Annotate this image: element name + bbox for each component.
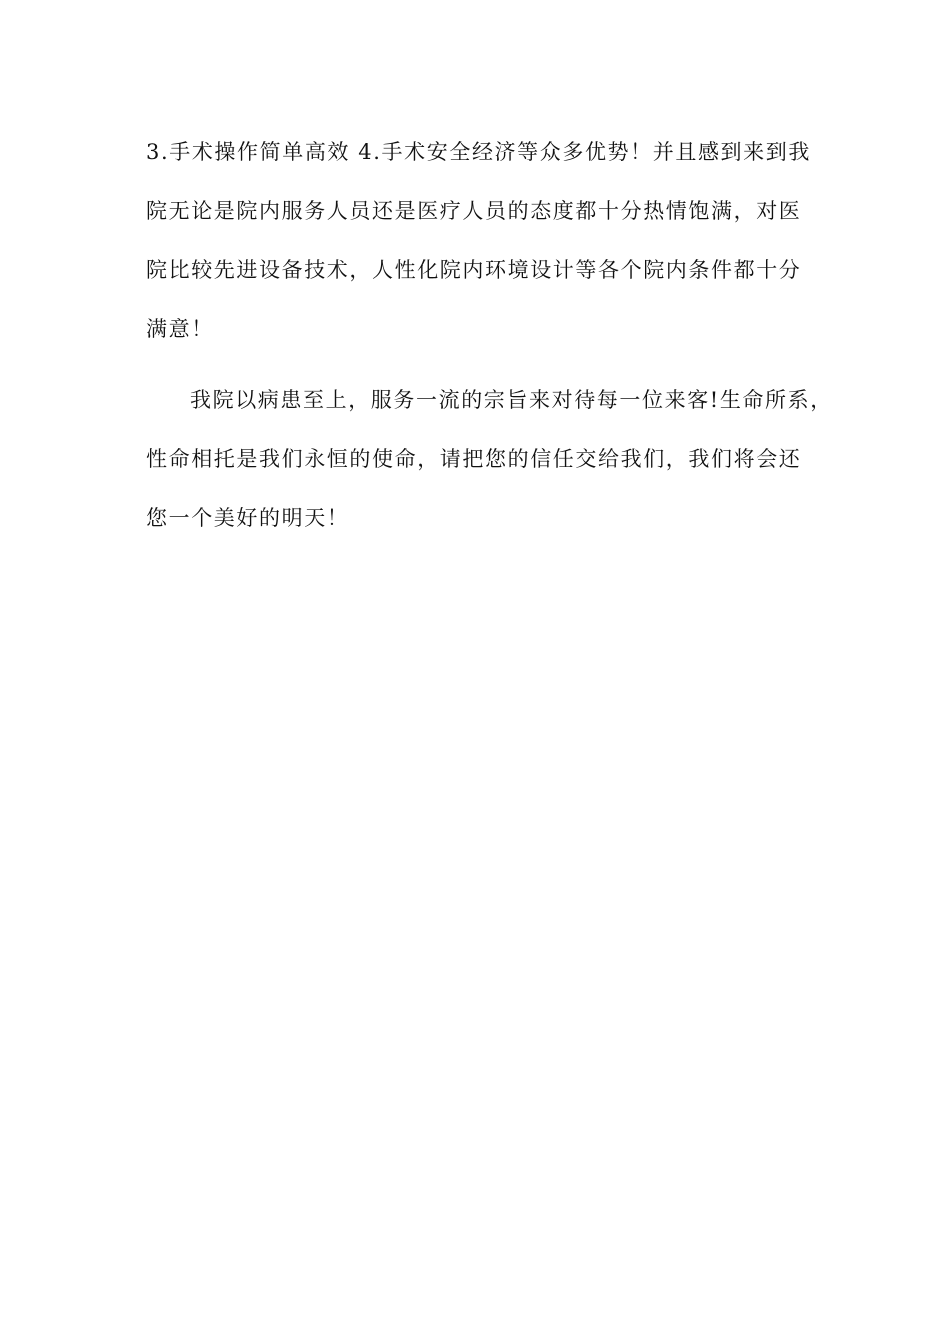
text-line: 性命相托是我们永恒的使命，请把您的信任交给我们，我们将会还 (146, 447, 802, 471)
text-line: 我院以病患至上，服务一流的宗旨来对待每一位来客!生命所系， (190, 388, 833, 412)
text-line: 院比较先进设备技术，人性化院内环境设计等各个院内条件都十分 (146, 258, 802, 282)
paragraph-advantages-and-satisfaction (146, 128, 826, 364)
text-line: 3.手术操作简单高效 4.手术安全经济等众多优势！并且感到来到我 (146, 140, 811, 164)
text-line: 院无论是院内服务人员还是医疗人员的态度都十分热情饱满，对医 (146, 199, 802, 223)
text-line: 您一个美好的明天！ (146, 506, 350, 530)
document-body (146, 128, 833, 553)
text-line: 满意！ (146, 317, 214, 341)
paragraph-hospital-mission (146, 376, 833, 553)
